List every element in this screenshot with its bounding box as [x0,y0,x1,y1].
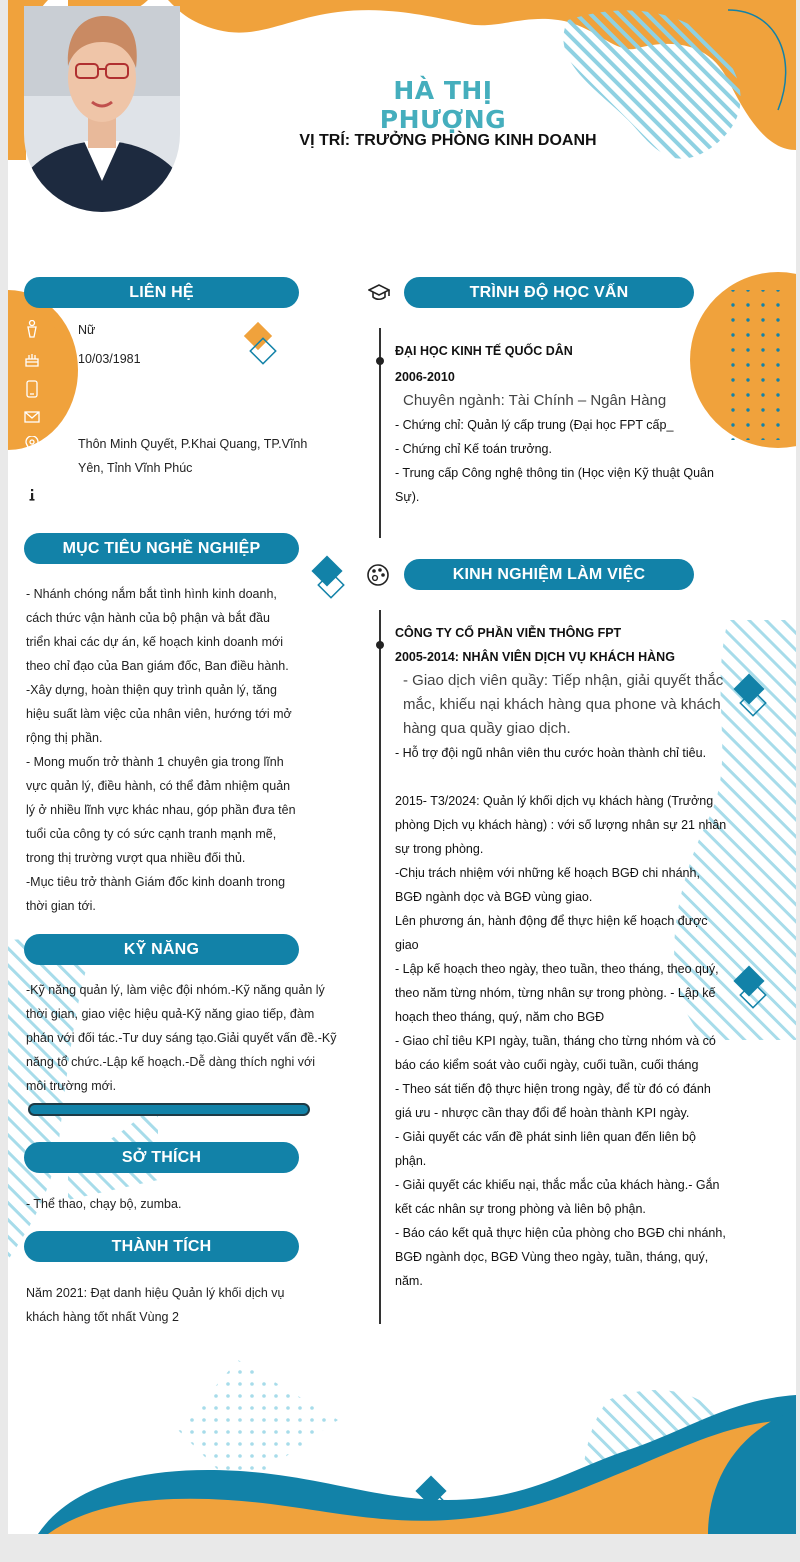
objective-line: cách thức vận hành của bộ phận và bắt đầu [26,611,270,625]
experience-timeline [379,610,381,1324]
objective-line: rộng thị phần. [26,731,103,745]
location-icon [24,436,40,454]
diamond-deco-1 [244,322,276,364]
achievements-heading: THÀNH TÍCH [24,1231,299,1262]
objective-line: tuổi của công ty có sức cạnh tranh mạnh mẽ, [26,827,277,841]
experience-line: - Giải quyết các khiếu nại, thắc mắc của khách hàng.- Gắn [395,1178,720,1192]
skills-line: thời gian, giao việc hiệu quả-Kỹ năng giao tiếp, đàm [26,1007,315,1021]
experience-line: hoạch theo tháng, quý, năm cho BGĐ [395,1010,605,1024]
cake-icon [24,350,40,368]
experience-line: phận. [395,1154,427,1168]
diamond-deco-2 [311,555,343,597]
objective-line: hiệu suất làm việc của nhân viên, hướng tới mở [26,707,292,721]
contact-heading: LIÊN HỆ [24,277,299,308]
graduation-cap-icon [368,283,390,308]
experience-line: phòng Dịch vụ khách hàng) : với số lượng nhân sự 21 nhân [395,818,727,832]
experience-line: theo năm từng nhóm, từng nhân sự trong phòng. - Lập kế [395,986,716,1000]
info-icon [24,486,40,504]
experience-line: năm. [395,1274,423,1288]
experience-line: - Giải quyết các vấn đề phát sinh liên quan đến liên bộ [395,1130,696,1144]
contact-address-line: Thôn Minh Quyết, P.Khai Quang, TP.Vĩnh [78,437,308,451]
contact-address [78,432,307,480]
experience-support-line: - Hỗ trợ đội ngũ nhân viên thu cước hoàn thành chỉ tiêu. [395,746,707,760]
contact-address-line: Yên, Tỉnh Vĩnh Phúc [78,461,193,475]
education-line: - Chứng chỉ: Quản lý cấp trung (Đại học FPT cấp_ [395,418,674,432]
education-line: - Trung cấp Công nghệ thông tin (Học viện Kỹ thuật Quân [395,466,714,480]
skills-line: năng tổ chức.-Lập kế hoạch.-Dễ dàng thích nghi với [26,1055,315,1069]
experience-big-line: hàng qua quầy giao dịch. [403,720,571,737]
skills-line: môi trường mới. [26,1079,117,1093]
experience-line: BGĐ ngành dọc và BGĐ vùng giao. [395,890,593,904]
education-school: ĐẠI HỌC KINH TẾ QUỐC DÂN [395,344,573,358]
experience-role: 2005-2014: NHÂN VIÊN DỊCH VỤ KHÁCH HÀNG [395,650,675,664]
hobbies-text: - Thể thao, chạy bộ, zumba. [26,1197,182,1211]
hobbies-heading: SỞ THÍCH [24,1142,299,1173]
skill-bar [28,1103,310,1116]
experience-line: kết các nhân sự trong phòng và liên bộ phận. [395,1202,646,1216]
phone-icon [24,380,40,398]
education-timeline-dot [376,357,384,365]
contact-gender: Nữ [78,323,96,337]
contact-birthday: 10/03/1981 [78,352,141,366]
experience-line: - Theo sát tiến độ thực hiện trong ngày, để từ đó có đánh [395,1082,711,1096]
objective-line: - Nhánh chóng nắm bắt tình hình kinh doanh, [26,587,277,601]
candidate-name: HÀ THỊ PHƯỢNG [379,76,507,134]
experience-text [395,621,726,1293]
experience-line: giao [395,938,419,952]
palette-icon [366,563,390,592]
achievements-line: khách hàng tốt nhất Vùng 2 [26,1310,179,1324]
objective-line: trong thị trường vượt qua nhiều đối thủ. [26,851,246,865]
experience-line: - Lập kế hoạch theo ngày, theo tuần, theo tháng, theo quý, [395,962,719,976]
mail-icon [24,408,40,426]
achievements-line: Năm 2021: Đạt danh hiệu Quản lý khối dịch vụ [26,1286,285,1300]
experience-line: - Giao chỉ tiêu KPI ngày, tuần, tháng cho từng nhóm và có [395,1034,716,1048]
experience-line: -Chịu trách nhiệm với những kế hoạch BGĐ chi nhánh, [395,866,700,880]
objective-text [26,582,296,918]
experience-line: 2015- T3/2024: Quản lý khối dịch vụ khách hàng (Trưởng [395,794,714,808]
experience-line: - Báo cáo kết quả thực hiện của phòng cho BGĐ chi nhánh, [395,1226,726,1240]
experience-big-line: mắc, khiếu nại khách hàng qua phone và khách [403,696,721,713]
education-line: - Chứng chỉ Kế toán trưởng. [395,442,552,456]
experience-big-line: - Giao dịch viên quầy: Tiếp nhận, giải quyết thắc [403,672,724,689]
achievements-text [26,1281,285,1329]
objective-line: lý ở nhiều lĩnh vực khác nhau, góp phần đưa tên [26,803,296,817]
objective-line: triển khai các dự án, kế hoạch kinh doanh mới [26,635,283,649]
experience-company: CÔNG TY CỔ PHẦN VIỄN THÔNG FPT [395,626,622,640]
experience-line: Lên phương án, hành động để thực hiện kế hoạch được [395,914,708,928]
experience-heading: KINH NGHIỆM LÀM VIỆC [404,559,694,590]
objective-line: vực quản lý, điều hành, có thể đảm nhiệm quản [26,779,291,793]
objective-line: theo chỉ đạo của Ban giám đốc, Ban điều hành. [26,659,289,673]
objective-line: - Mong muốn trở thành 1 chuyên gia trong lĩnh [26,755,284,769]
experience-line: sự trong phòng. [395,842,484,856]
education-major: Chuyên ngành: Tài Chính – Ngân Hàng [403,392,667,409]
cv-page [8,0,796,1534]
skills-line: phán với đối tác.-Tư duy sáng tạo.Giải quyết vấn đề.-Kỹ [26,1031,337,1045]
education-years: 2006-2010 [395,370,455,384]
education-text [395,339,714,509]
experience-timeline-dot [376,641,384,649]
experience-line: BGĐ ngành dọc, BGĐ Vùng theo ngày, tuần, tháng, quý, [395,1250,709,1264]
experience-line: báo cáo kiểm soát vào cuối ngày, cuối tuần, cuối tháng [395,1058,699,1072]
objective-line: -Mục tiêu trở thành Giám đốc kinh doanh trong [26,875,286,889]
experience-line: giá ưu - nhược cần thay đổi để hoàn thành KPI ngày. [395,1106,690,1120]
objective-line: thời gian tới. [26,899,96,913]
skills-text [26,978,336,1098]
person-icon [24,320,40,338]
skills-heading: KỸ NĂNG [24,934,299,965]
objective-line: -Xây dựng, hoàn thiện quy trình quản lý, tăng [26,683,277,697]
candidate-position: VỊ TRÍ: TRƯỞNG PHÒNG KINH DOANH [299,132,597,149]
education-heading: TRÌNH ĐỘ HỌC VẤN [404,277,694,308]
skills-line: -Kỹ năng quản lý, làm việc đội nhóm.-Kỹ năng quản lý [26,983,325,997]
education-line: Sự). [395,490,420,504]
objective-heading: MỤC TIÊU NGHỀ NGHIỆP [24,533,299,564]
avatar [24,6,180,212]
